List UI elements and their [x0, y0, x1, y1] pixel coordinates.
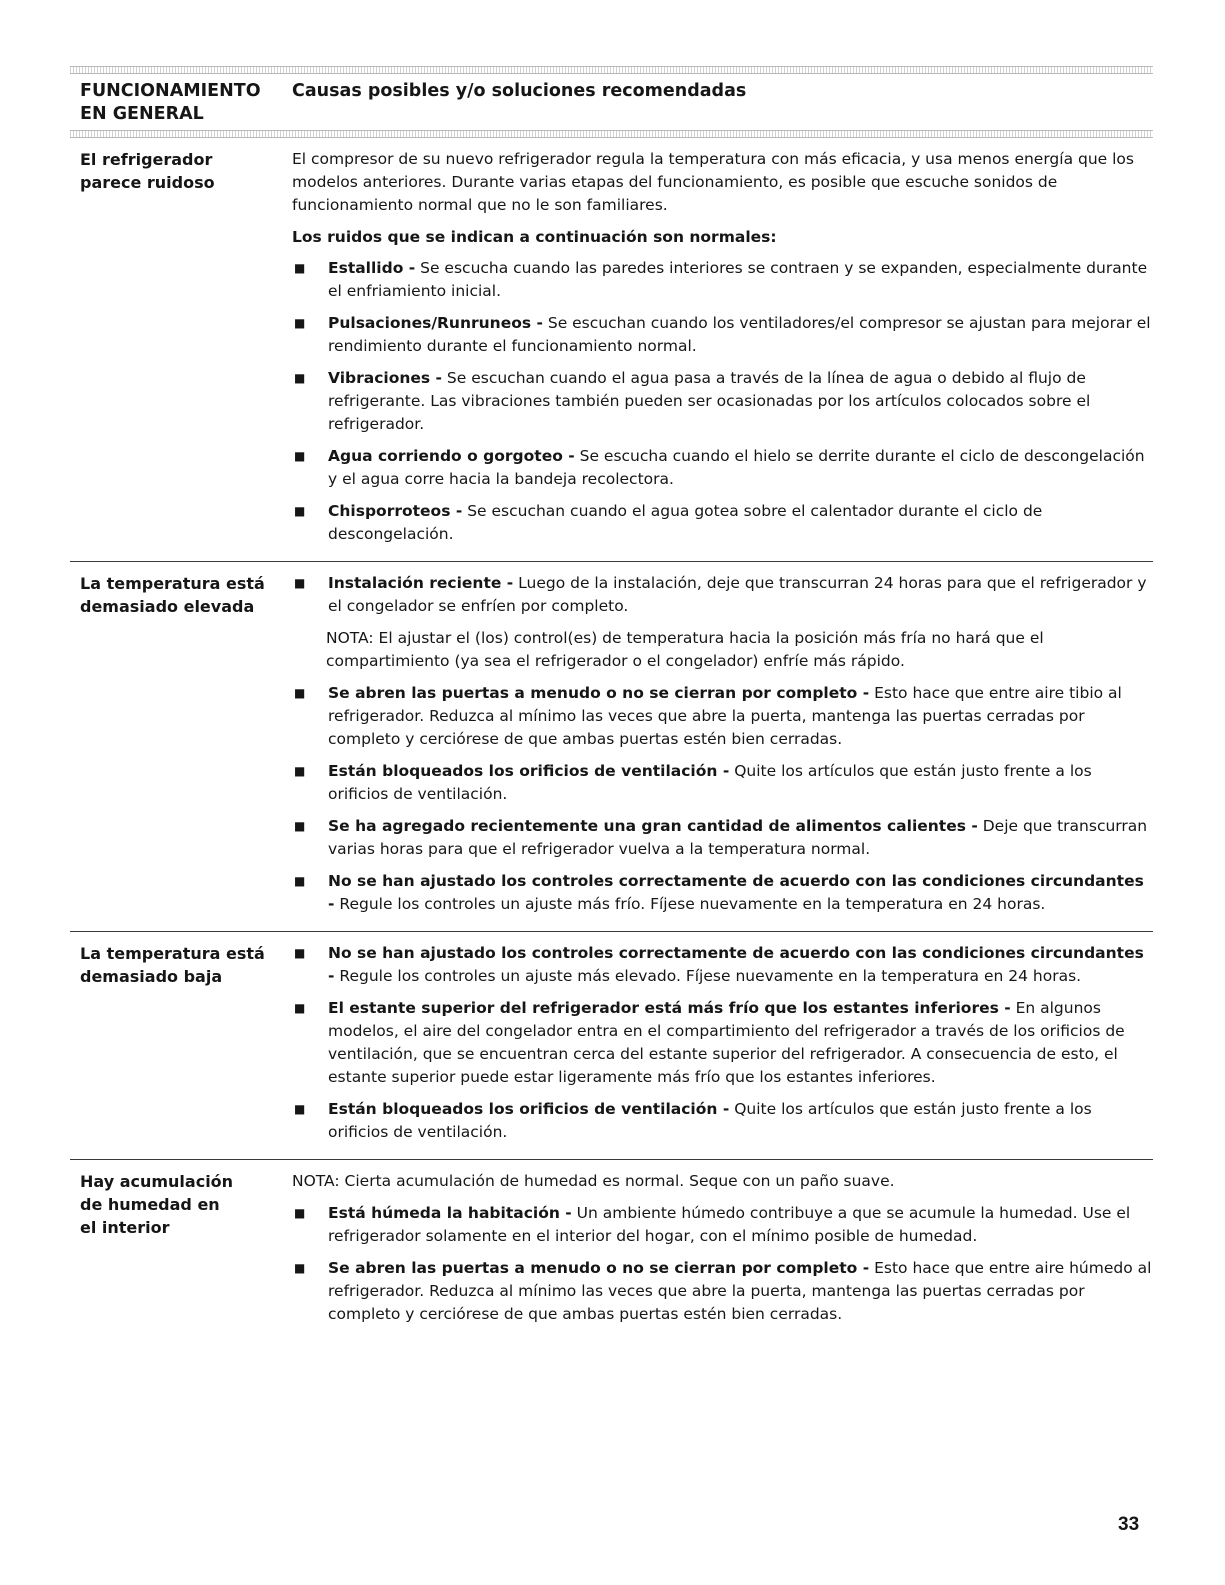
list-item-text: [328, 312, 1153, 358]
list-item-text: [328, 815, 1153, 861]
item-text: Quite los artículos que están justo frente a los orificios de ventilación.: [328, 1100, 1092, 1141]
list-item: [292, 500, 1153, 546]
section-body: [292, 1170, 1153, 1335]
item-text: Regule los controles un ajuste más frío. Fíjese nuevamente en la temperatura en 24 horas.: [334, 895, 1046, 913]
item-lead: No se han ajustado los controles correctamente de acuerdo con las condiciones circundantes -: [328, 944, 1144, 985]
section-temp-low: [70, 931, 1153, 1159]
section-title-line: demasiado elevada: [80, 597, 255, 616]
section-title-line: La temperatura está: [80, 944, 265, 963]
item-lead: Se ha agregado recientemente una gran cantidad de alimentos calientes -: [328, 817, 978, 835]
list-item-text: [328, 942, 1153, 988]
item-lead: Se abren las puertas a menudo o no se cierran por completo -: [328, 1259, 870, 1277]
bullet-icon: ■: [294, 686, 306, 700]
list-item: [292, 1257, 1153, 1326]
header-top-rule: [70, 66, 1153, 74]
subheading: Los ruidos que se indican a continuación son normales:: [292, 228, 777, 246]
list-item-text: [328, 870, 1153, 916]
section-title: [80, 1170, 292, 1335]
list-item: [292, 942, 1153, 988]
item-lead: Está húmeda la habitación -: [328, 1204, 572, 1222]
list-item-text: [328, 1098, 1153, 1144]
item-lead: Agua corriendo o gorgoteo -: [328, 447, 575, 465]
list-item: [292, 367, 1153, 436]
list-item-text: [328, 760, 1153, 806]
header-category-line1: FUNCIONAMIENTO: [80, 81, 261, 101]
bullet-icon: ■: [294, 576, 306, 590]
list-item: [292, 1202, 1153, 1248]
list-item-text: [328, 1257, 1153, 1326]
list-item-text: [328, 445, 1153, 491]
list-item: [292, 682, 1153, 751]
header-solutions: Causas posibles y/o soluciones recomendadas: [292, 81, 747, 101]
section-title: [80, 572, 292, 925]
section-title: [80, 942, 292, 1153]
item-text: Se escuchan cuando los ventiladores/el compresor se ajustan para mejorar el rendimiento durante el funcionamiento normal.: [328, 314, 1151, 355]
table-header: [70, 74, 1153, 130]
item-lead: Estallido -: [328, 259, 416, 277]
section-title-line: parece ruidoso: [80, 173, 215, 192]
section-body: [292, 942, 1153, 1153]
bullet-icon: ■: [294, 1001, 306, 1015]
item-lead: Pulsaciones/Runruneos -: [328, 314, 543, 332]
section-title-line: Hay acumulación: [80, 1172, 234, 1191]
item-text: Esto hace que entre aire tibio al refrigerador. Reduzca al mínimo las veces que abre la puerta, mantenga las puertas cerradas por completo y cerciórese de que ambas puertas estén bien cerradas.: [328, 684, 1122, 748]
header-category: [80, 80, 292, 126]
section-body: [292, 572, 1153, 925]
section-noise: [70, 138, 1153, 561]
item-text: Se escuchan cuando el agua gotea sobre el calentador durante el ciclo de descongelación.: [328, 502, 1043, 543]
list-item: [292, 1098, 1153, 1144]
item-text: Quite los artículos que están justo frente a los orificios de ventilación.: [328, 762, 1092, 803]
item-text: Se escucha cuando el hielo se derrite durante el ciclo de descongelación y el agua corre hacia la bandeja recolectora.: [328, 447, 1145, 488]
item-lead: Están bloqueados los orificios de ventilación -: [328, 1100, 730, 1118]
troubleshooting-page: [70, 66, 1153, 1341]
list-item-text: [328, 367, 1153, 436]
section-title-line: demasiado baja: [80, 967, 223, 986]
list-item: [292, 257, 1153, 303]
note-paragraph: NOTA: Cierta acumulación de humedad es normal. Seque con un paño suave.: [292, 1172, 895, 1190]
list-item-text: [328, 257, 1153, 303]
list-item: [292, 445, 1153, 491]
item-text: Se escuchan cuando el agua pasa a través de la línea de agua o debido al flujo de refrigerante. Las vibraciones también pueden ser ocasionadas por los artículos colocados sobre el refrigerador.: [328, 369, 1091, 433]
item-lead: Instalación reciente -: [328, 574, 514, 592]
list-item-text: [328, 572, 1153, 618]
item-lead: No se han ajustado los controles correctamente de acuerdo con las condiciones circundantes -: [328, 872, 1144, 913]
item-lead: Chisporroteos -: [328, 502, 463, 520]
bullet-icon: ■: [294, 261, 306, 275]
bullet-icon: ■: [294, 449, 306, 463]
list-item: [292, 312, 1153, 358]
intro-paragraph: El compresor de su nuevo refrigerador regula la temperatura con más eficacia, y usa menos energía que los modelos anteriores. Durante varias etapas del funcionamiento, es posible que escuche sonidos de funcionamiento normal que no le son familiares.: [292, 150, 1134, 214]
list-item: [292, 997, 1153, 1089]
item-text: En algunos modelos, el aire del congelador entra en el compartimiento del refrigerador a través de los orificios de ventilación, que se encuentran cerca del estante superior del refrigerador. A consecuencia de esto, el estante superior puede estar ligeramente más frío que los estantes inferiores.: [328, 999, 1125, 1086]
list-item: [292, 870, 1153, 916]
item-text: Deje que transcurran varias horas para que el refrigerador vuelva a la temperatura normal.: [328, 817, 1148, 858]
section-title-line: de humedad en: [80, 1195, 220, 1214]
bullet-icon: ■: [294, 1102, 306, 1116]
list-item-text: [328, 1202, 1153, 1248]
item-text: Luego de la instalación, deje que transcurran 24 horas para que el refrigerador y el congelador se enfríen por completo.: [328, 574, 1147, 615]
list-item-text: [328, 997, 1153, 1089]
bullet-icon: ■: [294, 1206, 306, 1220]
section-title-line: La temperatura está: [80, 574, 265, 593]
header-bottom-rule: [70, 130, 1153, 138]
list-item-text: [328, 500, 1153, 546]
item-text: Esto hace que entre aire húmedo al refrigerador. Reduzca al mínimo las veces que abre la puerta, mantenga las puertas cerradas por completo y cerciórese de que ambas puertas estén bien cerradas.: [328, 1259, 1152, 1323]
item-lead: Vibraciones -: [328, 369, 442, 387]
item-lead: El estante superior del refrigerador está más frío que los estantes inferiores -: [328, 999, 1011, 1017]
bullet-icon: ■: [294, 946, 306, 960]
bullet-icon: ■: [294, 819, 306, 833]
bullet-icon: ■: [294, 371, 306, 385]
list-item: [292, 760, 1153, 806]
bullet-icon: ■: [294, 504, 306, 518]
list-item: [292, 572, 1153, 618]
list-item-text: [328, 682, 1153, 751]
item-text: Regule los controles un ajuste más elevado. Fíjese nuevamente en la temperatura en 24 horas.: [334, 967, 1082, 985]
item-lead: Están bloqueados los orificios de ventilación -: [328, 762, 730, 780]
page-number: 33: [1118, 1514, 1140, 1535]
section-title-line: El refrigerador: [80, 150, 213, 169]
bullet-icon: ■: [294, 764, 306, 778]
item-text: Un ambiente húmedo contribuye a que se acumule la humedad. Use el refrigerador solamente en el interior del hogar, con el mínimo posible de humedad.: [328, 1204, 1131, 1245]
note-paragraph: NOTA: El ajustar el (los) control(es) de temperatura hacia la posición más fría no hará que el compartimiento (ya sea el refrigerador o el congelador) enfríe más rápido.: [326, 629, 1044, 670]
section-body: [292, 148, 1153, 555]
bullet-icon: ■: [294, 1261, 306, 1275]
bullet-icon: ■: [294, 874, 306, 888]
header-category-line2: EN GENERAL: [80, 104, 204, 124]
section-title-line: el interior: [80, 1218, 170, 1237]
list-item: [292, 815, 1153, 861]
item-lead: Se abren las puertas a menudo o no se cierran por completo -: [328, 684, 870, 702]
section-title: [80, 148, 292, 555]
section-moisture: [70, 1159, 1153, 1341]
item-text: Se escucha cuando las paredes interiores se contraen y se expanden, especialmente durante el enfriamiento inicial.: [328, 259, 1148, 300]
bullet-icon: ■: [294, 316, 306, 330]
section-temp-high: [70, 561, 1153, 931]
